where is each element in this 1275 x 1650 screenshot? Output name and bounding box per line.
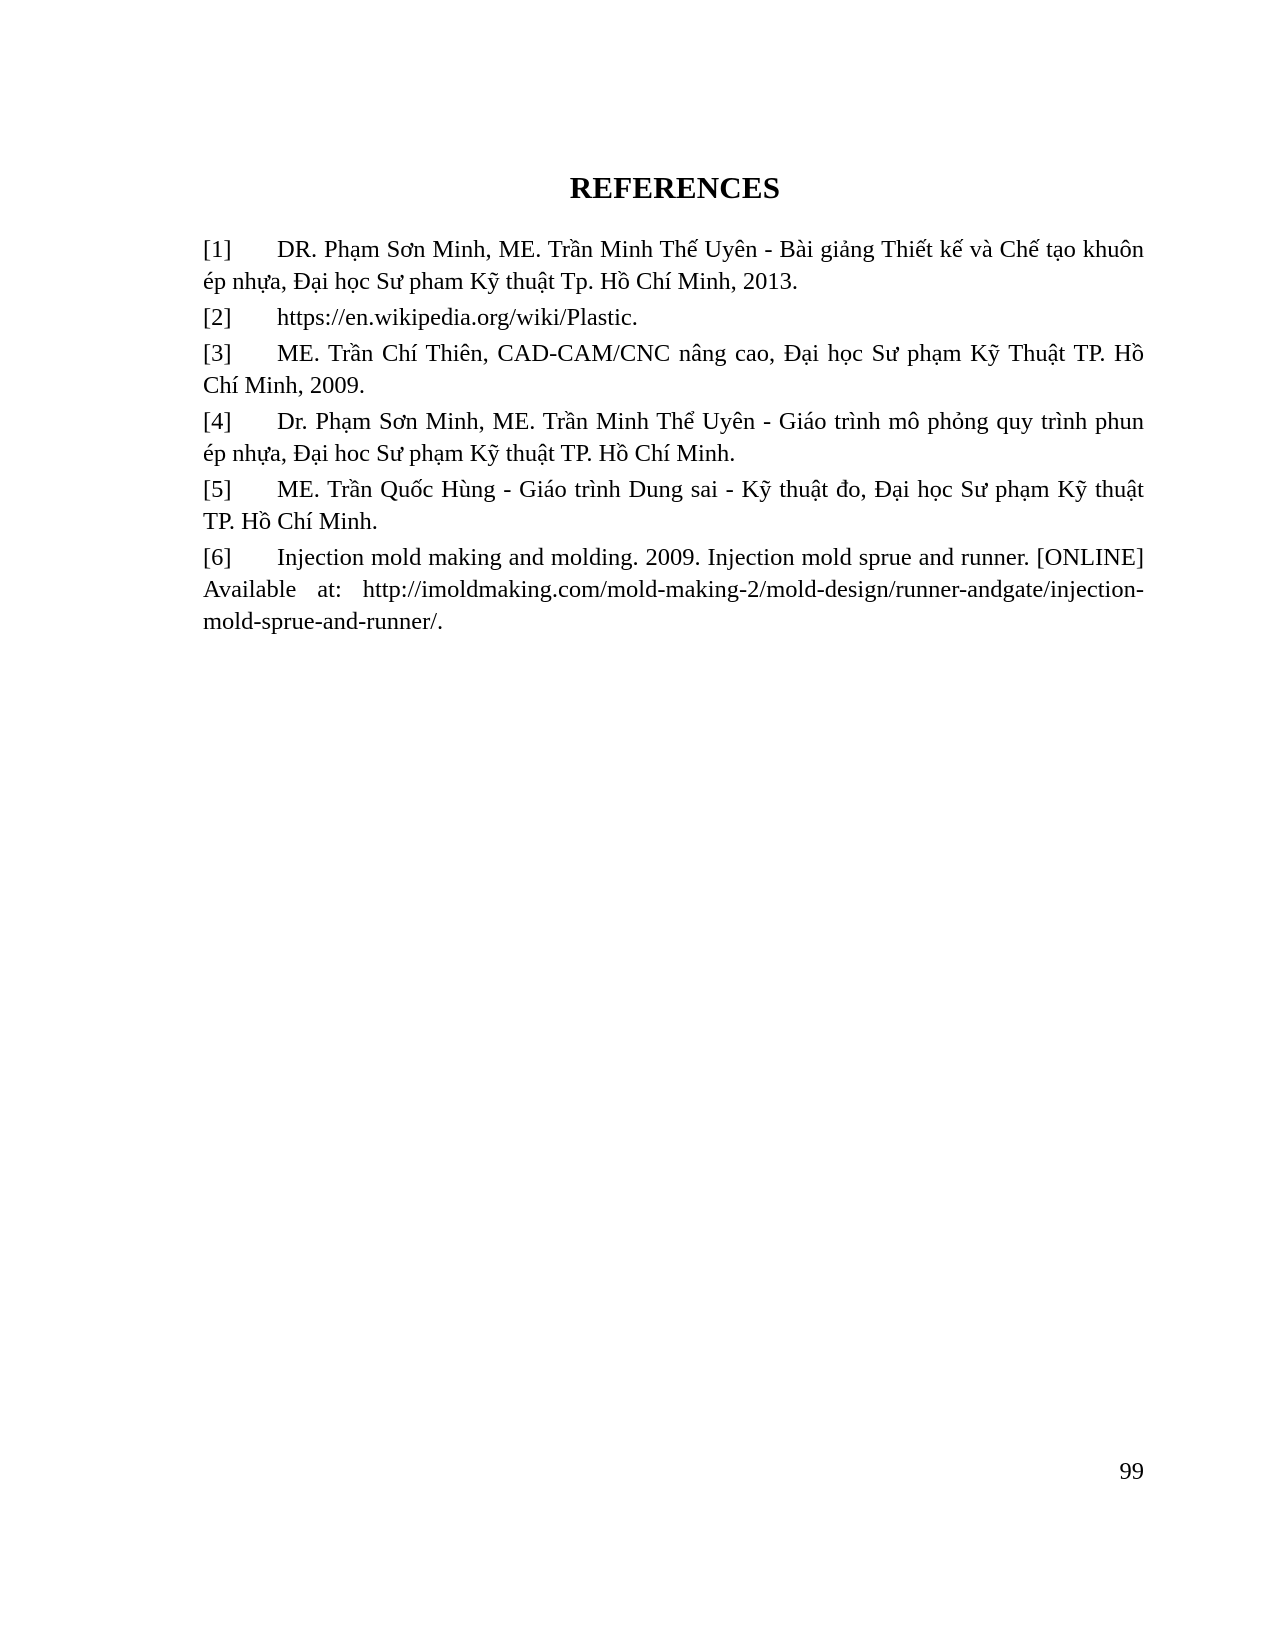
reference-item xyxy=(203,542,1144,638)
reference-number: [1] xyxy=(203,236,232,263)
page-number: 99 xyxy=(1119,1458,1144,1485)
reference-item xyxy=(203,338,1144,402)
reference-number: [6] xyxy=(203,544,232,571)
reference-number: [3] xyxy=(203,340,232,367)
reference-text: https://en.wikipedia.org/wiki/Plastic. xyxy=(277,304,638,331)
reference-number: [4] xyxy=(203,408,232,435)
reference-text: Injection mold making and molding. 2009. Injection mold sprue and runner. [ONLINE] Available at: http://imoldmaking.com/mold-making-2/mold-design/runner-andgate/injection-mold-sprue-and-runner/. xyxy=(203,544,1144,635)
reference-text: ME. Trần Quốc Hùng - Giáo trình Dung sai - Kỹ thuật đo, Đại học Sư phạm Kỹ thuật TP. Hồ Chí Minh. xyxy=(203,476,1144,535)
reference-item xyxy=(203,234,1144,298)
reference-item xyxy=(203,302,1144,334)
reference-list xyxy=(203,234,1144,642)
reference-number: [5] xyxy=(203,476,232,503)
reference-number: [2] xyxy=(203,304,232,331)
reference-text: Dr. Phạm Sơn Minh, ME. Trần Minh Thể Uyên - Giáo trình mô phỏng quy trình phun ép nhựa, Đại hoc Sư phạm Kỹ thuật TP. Hồ Chí Minh. xyxy=(203,408,1144,467)
reference-item xyxy=(203,474,1144,538)
reference-item xyxy=(203,406,1144,470)
reference-text: DR. Phạm Sơn Minh, ME. Trần Minh Thế Uyên - Bài giảng Thiết kế và Chế tạo khuôn ép nhựa, Đại học Sư pham Kỹ thuật Tp. Hồ Chí Minh, 2013. xyxy=(203,236,1144,295)
page-title: REFERENCES xyxy=(569,170,781,205)
reference-text: ME. Trần Chí Thiên, CAD-CAM/CNC nâng cao, Đại học Sư phạm Kỹ Thuật TP. Hồ Chí Minh, 2009. xyxy=(203,340,1144,399)
